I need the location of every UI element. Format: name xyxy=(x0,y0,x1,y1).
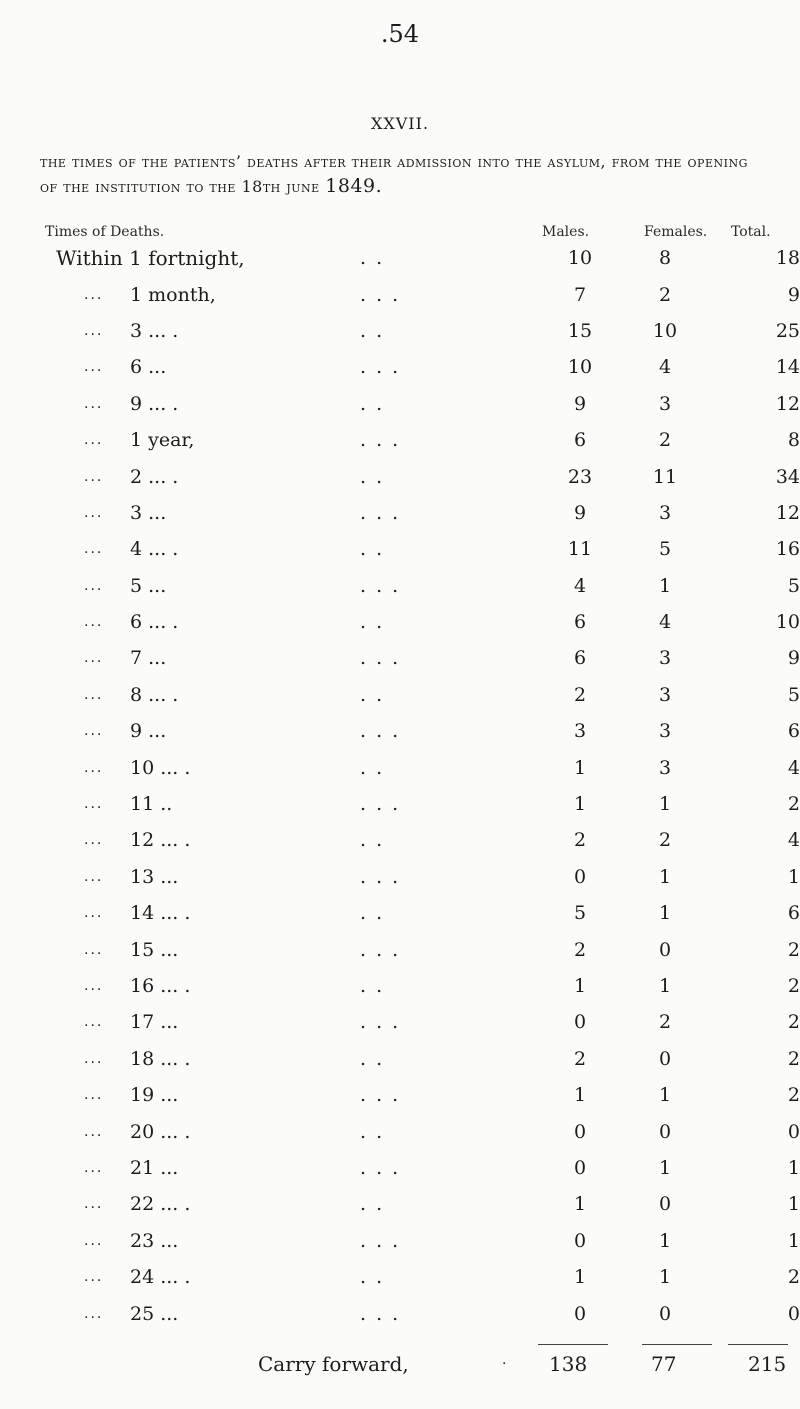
row-ellipsis: ... xyxy=(84,759,104,776)
females-cell: 0 xyxy=(658,1047,672,1070)
row-label-cell xyxy=(0,1041,360,1077)
table-title xyxy=(40,150,770,199)
females-cell: 4 xyxy=(658,611,672,634)
header-females: Females. xyxy=(644,224,708,240)
row-leader-dots: . . xyxy=(360,247,385,270)
row-period: 8 ... . xyxy=(130,683,179,706)
females-cell: 0 xyxy=(658,938,672,961)
row-ellipsis: ... xyxy=(84,723,104,740)
row-period: 4 ... . xyxy=(130,538,179,561)
females-cell: 3 xyxy=(658,756,672,779)
females-cell: 5 xyxy=(658,538,672,561)
row-period: 21 ... xyxy=(130,1156,179,1179)
row-period: 13 ... xyxy=(130,865,179,888)
table-row xyxy=(0,1150,800,1186)
row-period: 20 ... . xyxy=(130,1120,191,1143)
males-cell: 1 xyxy=(573,975,587,997)
row-label-cell xyxy=(0,1259,360,1295)
row-ellipsis: ... xyxy=(84,941,104,958)
females-cell: 0 xyxy=(658,1120,672,1143)
row-ellipsis: ... xyxy=(84,650,104,667)
row-period: 1 year, xyxy=(130,429,195,452)
females-cell: 1 xyxy=(658,793,672,816)
table-row xyxy=(0,1077,800,1113)
row-ellipsis: ... xyxy=(84,541,104,558)
females-cell: 1 xyxy=(658,1229,672,1252)
females-cell: 8 xyxy=(658,247,672,270)
males-cell: 1 xyxy=(573,793,587,816)
total-cell: 6 xyxy=(787,720,800,743)
row-period: 11 .. xyxy=(130,793,173,816)
males-cell: 4 xyxy=(573,574,587,597)
males-cell: 23 xyxy=(567,465,593,488)
males-cell: 10 xyxy=(567,247,593,270)
table-row xyxy=(0,822,800,858)
row-period: 3 ... . xyxy=(130,319,179,342)
row-leader-dots: . . . xyxy=(360,429,401,452)
table-row xyxy=(0,1041,800,1077)
row-leader-dots: . . xyxy=(360,1120,385,1143)
total-cell: 1 xyxy=(787,1193,800,1216)
table-row xyxy=(0,786,800,822)
row-label-cell xyxy=(0,240,360,276)
total-cell: 8 xyxy=(787,429,800,452)
row-leader-dots: . . xyxy=(360,1193,385,1216)
males-cell: 0 xyxy=(573,1011,587,1034)
males-cell: 6 xyxy=(573,647,587,670)
males-cell: 1 xyxy=(573,1266,587,1289)
row-ellipsis: ... xyxy=(84,286,104,303)
header-males: Males. xyxy=(542,224,590,240)
page-number: .54 xyxy=(380,20,420,48)
row-leader-dots: . . . xyxy=(360,647,401,670)
row-leader-dots: . . xyxy=(360,756,385,779)
section-number: XXVII. xyxy=(370,114,430,133)
total-cell: 4 xyxy=(787,829,800,852)
females-cell: 0 xyxy=(658,1302,672,1325)
total-cell: 1 xyxy=(787,1156,800,1179)
table-row xyxy=(0,495,800,531)
males-cell: 7 xyxy=(573,283,587,306)
deaths-table-body xyxy=(0,240,800,1332)
females-cell: 3 xyxy=(658,683,672,706)
row-period: 3 ... xyxy=(130,501,167,524)
row-ellipsis: ... xyxy=(84,577,104,594)
row-leader-dots: . . xyxy=(360,975,385,997)
table-row xyxy=(0,1113,800,1149)
males-cell: 10 xyxy=(567,356,593,379)
row-period: 10 ... . xyxy=(130,756,191,779)
row-leader-dots: . . xyxy=(360,1266,385,1289)
total-cell: 2 xyxy=(787,975,800,997)
row-leader-dots: . . . xyxy=(360,283,401,306)
row-label-cell xyxy=(0,1113,360,1149)
row-leader-dots: . . . xyxy=(360,1156,401,1179)
females-cell: 3 xyxy=(658,720,672,743)
table-row xyxy=(0,968,800,1004)
table-row xyxy=(0,859,800,895)
row-label-cell xyxy=(0,822,360,858)
row-ellipsis: ... xyxy=(84,614,104,631)
row-period: 19 ... xyxy=(130,1084,179,1107)
row-ellipsis: ... xyxy=(84,686,104,703)
row-label-cell xyxy=(0,677,360,713)
total-cell: 2 xyxy=(787,1084,800,1107)
table-row xyxy=(0,313,800,349)
row-ellipsis: ... xyxy=(84,322,104,339)
row-ellipsis: ... xyxy=(84,978,104,994)
females-cell: 1 xyxy=(658,1084,672,1107)
row-leader-dots: . . . xyxy=(360,1229,401,1252)
row-leader-dots: . . . xyxy=(360,501,401,524)
table-row xyxy=(0,568,800,604)
row-leader-dots: . . . xyxy=(360,574,401,597)
row-label-cell xyxy=(0,749,360,785)
females-cell: 1 xyxy=(658,902,672,925)
males-cell: 1 xyxy=(573,756,587,779)
row-label-cell xyxy=(0,1004,360,1040)
males-cell: 2 xyxy=(573,829,587,852)
row-leader-dots: . . xyxy=(360,683,385,706)
row-leader-dots: . . xyxy=(360,465,385,488)
table-row xyxy=(0,1004,800,1040)
row-ellipsis: ... xyxy=(84,1232,104,1249)
total-cell: 1 xyxy=(787,865,800,888)
row-period: 15 ... xyxy=(130,938,179,961)
total-cell: 2 xyxy=(787,938,800,961)
row-label-cell xyxy=(0,895,360,931)
table-row xyxy=(0,531,800,567)
total-cell: 10 xyxy=(775,611,800,634)
row-leader-dots: . . . xyxy=(360,865,401,888)
row-period: 23 ... xyxy=(130,1229,179,1252)
table-title-text: the times of the patients’ deaths after their admission into the asylum, from the opening of the institution to the 18th june xyxy=(40,152,748,196)
row-ellipsis: ... xyxy=(84,1014,104,1031)
total-cell: 2 xyxy=(787,1266,800,1289)
table-row xyxy=(0,677,800,713)
males-cell: 0 xyxy=(573,1120,587,1143)
table-row xyxy=(0,1223,800,1259)
row-period: 14 ... . xyxy=(130,902,191,925)
row-label-cell xyxy=(0,531,360,567)
males-cell: 2 xyxy=(573,683,587,706)
table-row xyxy=(0,240,800,276)
row-period: 2 ... . xyxy=(130,465,179,488)
row-label-cell xyxy=(0,859,360,895)
table-row xyxy=(0,895,800,931)
row-leader-dots: . . xyxy=(360,902,385,925)
females-cell: 1 xyxy=(658,975,672,997)
row-ellipsis: ... xyxy=(84,1159,104,1176)
row-leader-dots: . . xyxy=(360,1047,385,1070)
males-cell: 0 xyxy=(573,1229,587,1252)
males-cell: 5 xyxy=(573,902,587,925)
females-cell: 1 xyxy=(658,1266,672,1289)
row-label-cell xyxy=(0,604,360,640)
row-ellipsis: ... xyxy=(84,1196,104,1213)
row-ellipsis: ... xyxy=(84,1123,104,1140)
table-row xyxy=(0,386,800,422)
row-label-cell xyxy=(0,1186,360,1222)
total-cell: 34 xyxy=(775,465,800,488)
females-cell: 1 xyxy=(658,1156,672,1179)
row-label-cell xyxy=(0,931,360,967)
row-ellipsis: ... xyxy=(84,796,104,813)
row-label-cell xyxy=(0,422,360,458)
males-cell: 2 xyxy=(573,1047,587,1070)
row-period: 6 ... xyxy=(130,356,167,379)
total-cell: 2 xyxy=(787,1011,800,1034)
row-ellipsis: ... xyxy=(84,832,104,849)
males-cell: 11 xyxy=(567,538,593,561)
females-cell: 1 xyxy=(658,574,672,597)
row-label-cell xyxy=(0,786,360,822)
row-leader-dots: . . . xyxy=(360,720,401,743)
males-cell: 2 xyxy=(573,938,587,961)
row-ellipsis: ... xyxy=(84,504,104,521)
row-leader-dots: . . xyxy=(360,319,385,342)
row-ellipsis: ... xyxy=(84,868,104,885)
row-label: Within 1 fortnight, xyxy=(56,246,245,271)
row-period: 18 ... . xyxy=(130,1047,191,1070)
row-ellipsis: ... xyxy=(84,1269,104,1286)
total-cell: 5 xyxy=(787,683,800,706)
females-cell: 11 xyxy=(652,465,678,488)
row-label-cell xyxy=(0,968,360,1004)
row-ellipsis: ... xyxy=(84,1305,104,1322)
row-label-cell xyxy=(0,568,360,604)
table-row xyxy=(0,349,800,385)
row-period: 22 ... . xyxy=(130,1193,191,1216)
row-period: 6 ... . xyxy=(130,611,179,634)
row-leader-dots: . . xyxy=(360,829,385,852)
row-label-cell xyxy=(0,1295,360,1331)
total-cell: 12 xyxy=(775,501,800,524)
males-cell: 9 xyxy=(573,392,587,415)
males-sum-rule xyxy=(538,1344,608,1345)
males-cell: 1 xyxy=(573,1193,587,1216)
total-cell: 0 xyxy=(787,1302,800,1325)
row-leader-dots: . . xyxy=(360,611,385,634)
row-leader-dots: . . . xyxy=(360,1084,401,1107)
row-period: 1 month, xyxy=(130,283,216,306)
row-label-cell xyxy=(0,276,360,312)
males-cell: 0 xyxy=(573,1302,587,1325)
females-cell: 10 xyxy=(652,319,678,342)
table-row xyxy=(0,640,800,676)
carry-forward-label: Carry forward, xyxy=(258,1352,409,1376)
total-cell: 25 xyxy=(775,319,800,342)
table-row xyxy=(0,422,800,458)
females-cell: 2 xyxy=(658,429,672,452)
total-cell: 9 xyxy=(787,283,800,306)
row-period: 7 ... xyxy=(130,647,167,670)
females-cell: 0 xyxy=(658,1193,672,1216)
row-ellipsis: ... xyxy=(84,395,104,412)
row-label-cell xyxy=(0,1077,360,1113)
row-period: 5 ... xyxy=(130,574,167,597)
row-leader-dots: . . . xyxy=(360,1011,401,1034)
total-cell: 16 xyxy=(775,538,800,561)
males-cell: 1 xyxy=(573,1084,587,1107)
females-cell: 2 xyxy=(658,1011,672,1034)
males-cell: 6 xyxy=(573,611,587,634)
row-leader-dots: . . . xyxy=(360,938,401,961)
row-label-cell xyxy=(0,313,360,349)
table-row xyxy=(0,749,800,785)
row-ellipsis: ... xyxy=(84,432,104,449)
carry-forward-dot: . xyxy=(502,1352,507,1368)
total-cell: 2 xyxy=(787,1047,800,1070)
row-label-cell xyxy=(0,495,360,531)
males-cell: 3 xyxy=(573,720,587,743)
row-label-cell xyxy=(0,640,360,676)
table-row xyxy=(0,931,800,967)
row-leader-dots: . . . xyxy=(360,1302,401,1325)
females-cell: 3 xyxy=(658,647,672,670)
total-cell: 18 xyxy=(775,247,800,270)
carry-forward-males: 138 xyxy=(549,1352,588,1376)
females-cell: 2 xyxy=(658,829,672,852)
females-cell: 3 xyxy=(658,392,672,415)
row-leader-dots: . . . xyxy=(360,793,401,816)
total-cell: 0 xyxy=(787,1120,800,1143)
table-row xyxy=(0,276,800,312)
total-cell: 1 xyxy=(787,1229,800,1252)
total-cell: 9 xyxy=(787,647,800,670)
males-cell: 15 xyxy=(567,319,593,342)
females-sum-rule xyxy=(642,1344,712,1345)
males-cell: 9 xyxy=(573,501,587,524)
row-ellipsis: ... xyxy=(84,1050,104,1067)
total-cell: 4 xyxy=(787,756,800,779)
total-sum-rule xyxy=(728,1344,788,1345)
table-title-year: 1849. xyxy=(325,175,383,197)
total-cell: 5 xyxy=(787,574,800,597)
row-leader-dots: . . xyxy=(360,538,385,561)
table-row xyxy=(0,1259,800,1295)
males-cell: 0 xyxy=(573,865,587,888)
row-period: 17 ... xyxy=(130,1011,179,1034)
row-label-cell xyxy=(0,386,360,422)
row-label-cell xyxy=(0,1223,360,1259)
row-leader-dots: . . . xyxy=(360,356,401,379)
row-label-cell xyxy=(0,349,360,385)
row-ellipsis: ... xyxy=(84,468,104,485)
females-cell: 2 xyxy=(658,283,672,306)
row-ellipsis: ... xyxy=(84,1087,104,1104)
table-row xyxy=(0,713,800,749)
row-period: 24 ... . xyxy=(130,1266,191,1289)
males-cell: 6 xyxy=(573,429,587,452)
total-cell: 14 xyxy=(775,356,800,379)
row-period: 25 ... xyxy=(130,1302,179,1325)
header-total: Total. xyxy=(731,224,771,240)
total-cell: 2 xyxy=(787,793,800,816)
row-ellipsis: ... xyxy=(84,359,104,376)
table-row xyxy=(0,458,800,494)
row-label-cell xyxy=(0,713,360,749)
table-row xyxy=(0,1186,800,1222)
row-period: 9 ... xyxy=(130,720,167,743)
total-cell: 12 xyxy=(775,392,800,415)
row-period: 12 ... . xyxy=(130,829,191,852)
carry-forward-females: 77 xyxy=(651,1352,677,1376)
females-cell: 3 xyxy=(658,501,672,524)
row-ellipsis: ... xyxy=(84,905,104,922)
total-cell: 6 xyxy=(787,902,800,925)
females-cell: 4 xyxy=(658,356,672,379)
carry-forward-total: 215 xyxy=(748,1352,787,1376)
row-period: 16 ... . xyxy=(130,975,191,997)
deaths-table xyxy=(0,240,800,1332)
row-label-cell xyxy=(0,458,360,494)
row-period: 9 ... . xyxy=(130,392,179,415)
row-label-cell xyxy=(0,1150,360,1186)
table-row xyxy=(0,1295,800,1331)
males-cell: 0 xyxy=(573,1156,587,1179)
table-row xyxy=(0,604,800,640)
row-leader-dots: . . xyxy=(360,392,385,415)
females-cell: 1 xyxy=(658,865,672,888)
header-times-of-deaths: Times of Deaths. xyxy=(45,224,165,240)
